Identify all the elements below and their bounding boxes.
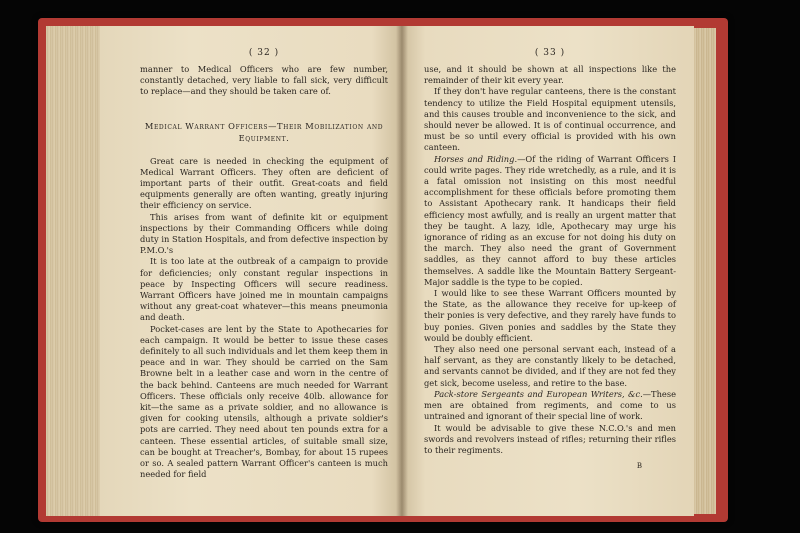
right-paragraph-2	[424, 154, 676, 288]
page-number-right: ( 33 )	[534, 48, 566, 58]
page-edges-right	[692, 28, 716, 514]
left-page	[100, 26, 402, 516]
paragraph-text: If they don't have regular canteens, there is the constant tendency to utilize the Field Hospital equipment utensils, and this causes trouble and inconvenience to the sick, and should never be allowed. It is of continual occurrence, and must be so until every official is provided with his own canteen.	[424, 86, 676, 153]
right-paragraph-4	[424, 344, 676, 389]
paragraph-text: —Of the riding of Warrant Officers I could write pages. They ride wretchedly, as a rule, and it is a fatal omission not insisting on this most needful accomplishment for these officials before promoting them to Assistant Apothecary rank. It handicaps their field efficiency most awfully, and is really an urgent matter that they be taught. A lazy, idle, Apothecary may urge his ignorance of riding as an excuse for not doing his duty on the march. They also need the grant of Government saddles, as they cannot afford to buy these articles themselves. A saddle like the Mountain Battery Sergeant-Major saddle is the type to be copied.	[424, 153, 676, 287]
right-paragraph-0	[424, 64, 676, 86]
right-page	[402, 26, 694, 516]
book-gutter	[396, 26, 408, 516]
paragraph-text: They also need one personal servant each, instead of a half servant, as they are constantly likely to be detached, and servants cannot be divided, and if they are not fed they get sick, become useless, and retire to the base.	[424, 344, 676, 388]
paragraph-text: —These men are obtained from regiments, and come to us untrained and ignorant of their special line of work.	[424, 388, 676, 422]
page-edges-left	[46, 26, 102, 516]
right-paragraph-5	[424, 389, 676, 423]
left-paragraph-0: manner to Medical Officers who are few number, constantly detached, very liable to fall sick, very difficult to replace—and they should be taken care of.	[140, 64, 388, 97]
right-paragraph-1	[424, 86, 676, 153]
section-heading: Medical Warrant Officers—Their Mobilization and Equipment.	[144, 120, 384, 143]
left-paragraph-2: This arises from want of definite kit or equipment inspections by their Commanding Officers while doing duty in Station Hospitals, and from defective inspection by P.M.O.'s	[140, 211, 388, 256]
right-paragraph-3	[424, 288, 676, 344]
paragraph-text: use, and it should be shown at all inspections like the remainder of their kit every year.	[424, 64, 676, 86]
subsection-title: Horses and Riding.	[434, 153, 518, 164]
right-paragraph-6	[424, 423, 676, 457]
left-paragraph-3: It is too late at the outbreak of a campaign to provide for deficiencies; only constant regular inspections in peace by Inspecting Officers will secure readiness. Warrant Officers have joined me in mountain campaigns without any great-coat whatever—this means pneumonia and death.	[140, 256, 388, 323]
subsection-title: Pack-store Sergeants and European Writers, &c.	[434, 388, 643, 399]
paragraph-text: I would like to see these Warrant Officers mounted by the State, as the allowance they receive for up-keep of their ponies is very defective, and they rarely have funds to buy ponies. Given ponies and saddles by the State they would be doubly efficient.	[424, 288, 676, 343]
signature-mark: B	[636, 462, 642, 471]
left-paragraph-4: Pocket-cases are lent by the State to Apothecaries for each campaign. It would be better to issue these cases definitely to all such individuals and let them keep them in peace and in war. They should be carried on the Sam Browne belt in a leather case and worn in the centre of the back behind. Canteens are much needed for Warrant Officers. These officials only receive 40lb. allowance for kit—the same as a private soldier, and no allowance is given for cooking utensils, although a private soldier's pots are carried. They need about ten pounds extra for a canteen. These essential articles, of suitable small size, can be bought at Treacher's, Bombay, for about 15 rupees or so. A sealed pattern Warrant Officer's canteen is much needed for field	[140, 323, 388, 480]
page-number-left: ( 32 )	[248, 48, 280, 58]
left-paragraph-1: Great care is needed in checking the equipment of Medical Warrant Officers. They often are deficient of important parts of their outfit. Great-coats and field equipments generally are often wanting, greatly injuring their efficiency on service.	[140, 155, 388, 211]
paragraph-text: It would be advisable to give these N.C.O.'s and men swords and revolvers instead of rifles; returning their rifles to their regiments.	[424, 422, 676, 455]
